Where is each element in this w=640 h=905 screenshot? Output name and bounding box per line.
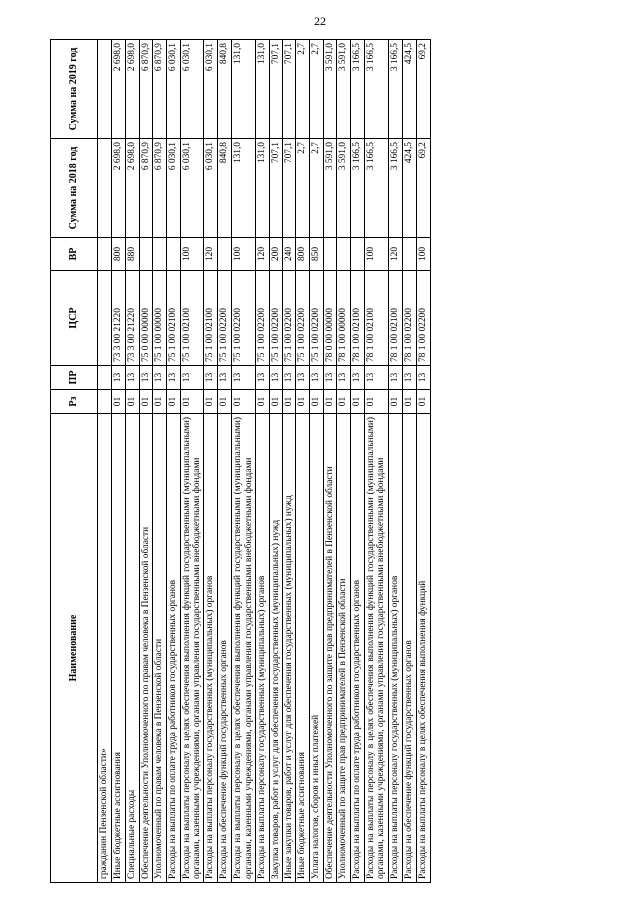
cell-vr: 850: [310, 238, 324, 271]
cell-csr: 75 1 00 02200: [255, 271, 269, 366]
cell-name: Расходы на выплаты по оплате труда работников государственных органов: [351, 414, 365, 883]
header-vr: ВР: [51, 238, 98, 271]
cell-rz: 01: [402, 390, 416, 414]
cell-sum-2019: 424,5: [402, 40, 416, 139]
header-name: Наименование: [51, 414, 98, 883]
cell-csr: 78 0 00 00000: [324, 271, 337, 366]
cell-sum-2018: 424,5: [402, 139, 416, 238]
cell-name: Расходы на выплаты персоналу государственных (муниципальных) органов: [388, 414, 402, 883]
table-row: [282, 40, 295, 883]
cell-pr: 13: [388, 366, 402, 390]
cell-pr: 13: [337, 366, 351, 390]
cell-vr: 100: [365, 238, 388, 271]
table-row: [269, 40, 282, 883]
cell-rz: 01: [218, 390, 232, 414]
cell-sum-2018: 6 870,9: [153, 139, 167, 238]
cell-name: Иные бюджетные ассигнования: [112, 414, 126, 883]
table-row: [296, 40, 310, 883]
cell-pr: 13: [218, 366, 232, 390]
table-header-row: [51, 40, 98, 883]
cell-name: Расходы на обеспечение функций государственных органов: [402, 414, 416, 883]
cell-vr: 240: [282, 238, 295, 271]
cell-csr: 75 1 00 02200: [232, 271, 255, 366]
cell-csr: 75 1 00 02200: [218, 271, 232, 366]
table-body: [98, 40, 431, 883]
cell-rz: 01: [204, 390, 218, 414]
table-row: [126, 40, 140, 883]
cell-name: Уплата налогов, сборов и иных платежей: [310, 414, 324, 883]
cell-vr: 800: [296, 238, 310, 271]
cell-name: Расходы на выплаты персоналу в целях обеспечения выполнения функций государственными (муниципальными) органами, казенными учреждениями, органами управления государственными внебюджетными фондами: [365, 414, 388, 883]
table-row: [365, 40, 388, 883]
cell-sum-2019: 2,7: [296, 40, 310, 139]
cell-name: Расходы на обеспечение функций государственных органов: [218, 414, 232, 883]
cell-sum-2019: 707,1: [269, 40, 282, 139]
cell-pr: 13: [232, 366, 255, 390]
cell-pr: 13: [402, 366, 416, 390]
cell-name: Специальные расходы: [126, 414, 140, 883]
cell-pr: 13: [324, 366, 337, 390]
cell-rz: 01: [365, 390, 388, 414]
cell-sum-2019: 6 030,1: [204, 40, 218, 139]
table-row: [181, 40, 204, 883]
cell-name: гражданин Пензенской области»: [98, 414, 112, 883]
cell-pr: 13: [282, 366, 295, 390]
cell-vr: [98, 238, 112, 271]
cell-vr: [167, 238, 181, 271]
cell-rz: 01: [324, 390, 337, 414]
cell-rz: 01: [351, 390, 365, 414]
cell-sum-2019: [98, 40, 112, 139]
header-rz: Рз: [51, 390, 98, 414]
cell-vr: 200: [269, 238, 282, 271]
cell-rz: 01: [232, 390, 255, 414]
table-row: [167, 40, 181, 883]
cell-sum-2018: 2,7: [296, 139, 310, 238]
cell-csr: 75 1 00 02200: [282, 271, 295, 366]
rotated-table-container: [50, 40, 586, 883]
cell-name: Расходы на выплаты по оплате труда работников государственных органов: [167, 414, 181, 883]
cell-csr: 78 1 00 02100: [351, 271, 365, 366]
header-csr: ЦСР: [51, 271, 98, 366]
cell-sum-2018: 3 591,0: [337, 139, 351, 238]
table-row: [310, 40, 324, 883]
cell-csr: 75 1 00 02100: [167, 271, 181, 366]
cell-vr: 120: [255, 238, 269, 271]
cell-sum-2018: 3 166,5: [365, 139, 388, 238]
cell-name: Закупка товаров, работ и услуг для обеспечения государственных (муниципальных) нужд: [269, 414, 282, 883]
cell-sum-2018: 6 870,9: [140, 139, 153, 238]
cell-sum-2019: 3 166,5: [365, 40, 388, 139]
table-row: [351, 40, 365, 883]
cell-csr: 75 1 00 02200: [310, 271, 324, 366]
cell-sum-2019: 3 591,0: [324, 40, 337, 139]
cell-name: Уполномоченный по защите прав предпринимателей в Пензенской области: [337, 414, 351, 883]
page-number: 22: [314, 14, 326, 28]
cell-sum-2019: 3 166,5: [351, 40, 365, 139]
cell-sum-2018: [98, 139, 112, 238]
budget-table: [50, 39, 431, 883]
cell-pr: 13: [153, 366, 167, 390]
cell-vr: 100: [232, 238, 255, 271]
cell-name: Иные закупки товаров, работ и услуг для обеспечения государственных (муниципальных) нужд: [282, 414, 295, 883]
cell-rz: 01: [337, 390, 351, 414]
cell-sum-2018: 6 030,1: [204, 139, 218, 238]
table-row: [98, 40, 112, 883]
cell-vr: [337, 238, 351, 271]
table-row: [416, 40, 430, 883]
cell-rz: 01: [153, 390, 167, 414]
cell-rz: 01: [167, 390, 181, 414]
table-row: [112, 40, 126, 883]
cell-name: Расходы на выплаты персоналу в целях обеспечения выполнения функций: [416, 414, 430, 883]
cell-sum-2018: 3 166,5: [388, 139, 402, 238]
cell-csr: 78 1 00 02200: [402, 271, 416, 366]
cell-rz: 01: [112, 390, 126, 414]
cell-vr: [324, 238, 337, 271]
cell-csr: 75 1 00 02100: [204, 271, 218, 366]
table-row: [402, 40, 416, 883]
cell-rz: 01: [310, 390, 324, 414]
cell-pr: 13: [126, 366, 140, 390]
cell-sum-2019: 131,0: [255, 40, 269, 139]
cell-sum-2018: 2 698,0: [112, 139, 126, 238]
cell-rz: 01: [269, 390, 282, 414]
cell-sum-2019: 6 030,1: [167, 40, 181, 139]
table-row: [255, 40, 269, 883]
cell-pr: 13: [296, 366, 310, 390]
cell-csr: 78 1 00 02100: [365, 271, 388, 366]
cell-name: Расходы на выплаты персоналу государственных (муниципальных) органов: [255, 414, 269, 883]
cell-sum-2019: 6 030,1: [181, 40, 204, 139]
cell-sum-2018: 2 698,0: [126, 139, 140, 238]
cell-csr: 75 0 00 00000: [140, 271, 153, 366]
cell-sum-2018: 69,2: [416, 139, 430, 238]
cell-sum-2018: 131,0: [232, 139, 255, 238]
cell-rz: [98, 390, 112, 414]
cell-vr: [402, 238, 416, 271]
cell-sum-2019: 2,7: [310, 40, 324, 139]
cell-sum-2018: 840,8: [218, 139, 232, 238]
cell-csr: 75 1 00 00000: [153, 271, 167, 366]
cell-vr: [140, 238, 153, 271]
cell-vr: [218, 238, 232, 271]
header-sum-2018: Сумма на 2018 год: [51, 139, 98, 238]
cell-name: Расходы на выплаты персоналу в целях обеспечения выполнения функций государственными (муниципальными) органами, казенными учреждениями, органами управления государственными внебюджетными фондами: [232, 414, 255, 883]
cell-pr: 13: [269, 366, 282, 390]
cell-csr: [98, 271, 112, 366]
cell-pr: 13: [416, 366, 430, 390]
cell-name: Иные бюджетные ассигнования: [296, 414, 310, 883]
cell-pr: 13: [181, 366, 204, 390]
cell-pr: [98, 366, 112, 390]
cell-name: Обеспечение деятельности Уполномоченного по защите прав предпринимателей в Пензенской области: [324, 414, 337, 883]
cell-csr: 75 1 00 02200: [269, 271, 282, 366]
cell-sum-2018: 3 166,5: [351, 139, 365, 238]
cell-sum-2018: 131,0: [255, 139, 269, 238]
cell-csr: 73 3 00 21220: [126, 271, 140, 366]
table-row: [388, 40, 402, 883]
cell-vr: 100: [181, 238, 204, 271]
cell-rz: 01: [126, 390, 140, 414]
cell-sum-2018: 6 030,1: [181, 139, 204, 238]
table-row: [140, 40, 153, 883]
table-row: [218, 40, 232, 883]
cell-pr: 13: [167, 366, 181, 390]
cell-name: Уполномоченный по правам человека в Пензенской области: [153, 414, 167, 883]
cell-pr: 13: [140, 366, 153, 390]
cell-sum-2018: 707,1: [282, 139, 295, 238]
cell-vr: [153, 238, 167, 271]
table-row: [337, 40, 351, 883]
table-row: [204, 40, 218, 883]
cell-sum-2019: 707,1: [282, 40, 295, 139]
cell-pr: 13: [204, 366, 218, 390]
cell-vr: [351, 238, 365, 271]
cell-csr: 73 3 00 21220: [112, 271, 126, 366]
cell-csr: 78 1 00 02200: [416, 271, 430, 366]
cell-sum-2019: 3 591,0: [337, 40, 351, 139]
cell-pr: 13: [310, 366, 324, 390]
cell-csr: 78 1 00 02100: [388, 271, 402, 366]
header-pr: ПР: [51, 366, 98, 390]
cell-rz: 01: [416, 390, 430, 414]
cell-name: Расходы на выплаты персоналу в целях обеспечения выполнения функций государственными (муниципальными) органами, казенными учреждениями, органами управления государственными внебюджетными фондами: [181, 414, 204, 883]
cell-pr: 13: [351, 366, 365, 390]
cell-sum-2019: 6 870,9: [153, 40, 167, 139]
cell-sum-2018: 3 591,0: [324, 139, 337, 238]
cell-name: Обеспечение деятельности Уполномоченного по правам человека в Пензенской области: [140, 414, 153, 883]
cell-csr: 78 1 00 00000: [337, 271, 351, 366]
table-row: [324, 40, 337, 883]
cell-pr: 13: [112, 366, 126, 390]
cell-pr: 13: [365, 366, 388, 390]
cell-sum-2018: 2,7: [310, 139, 324, 238]
cell-rz: 01: [255, 390, 269, 414]
cell-sum-2019: 2 698,0: [112, 40, 126, 139]
cell-rz: 01: [140, 390, 153, 414]
cell-rz: 01: [296, 390, 310, 414]
cell-rz: 01: [388, 390, 402, 414]
cell-rz: 01: [181, 390, 204, 414]
cell-sum-2019: 6 870,9: [140, 40, 153, 139]
cell-sum-2019: 2 698,0: [126, 40, 140, 139]
cell-vr: 120: [204, 238, 218, 271]
cell-sum-2019: 3 166,5: [388, 40, 402, 139]
cell-csr: 75 1 00 02200: [296, 271, 310, 366]
cell-vr: 100: [416, 238, 430, 271]
header-sum-2019: Сумма на 2019 год: [51, 40, 98, 139]
cell-sum-2018: 6 030,1: [167, 139, 181, 238]
cell-vr: 880: [126, 238, 140, 271]
cell-sum-2019: 69,2: [416, 40, 430, 139]
cell-sum-2018: 707,1: [269, 139, 282, 238]
cell-sum-2019: 840,8: [218, 40, 232, 139]
table-row: [232, 40, 255, 883]
cell-name: Расходы на выплаты персоналу государственных (муниципальных) органов: [204, 414, 218, 883]
cell-csr: 75 1 00 02100: [181, 271, 204, 366]
cell-rz: 01: [282, 390, 295, 414]
table-row: [153, 40, 167, 883]
cell-vr: 120: [388, 238, 402, 271]
cell-pr: 13: [255, 366, 269, 390]
cell-vr: 800: [112, 238, 126, 271]
cell-sum-2019: 131,0: [232, 40, 255, 139]
